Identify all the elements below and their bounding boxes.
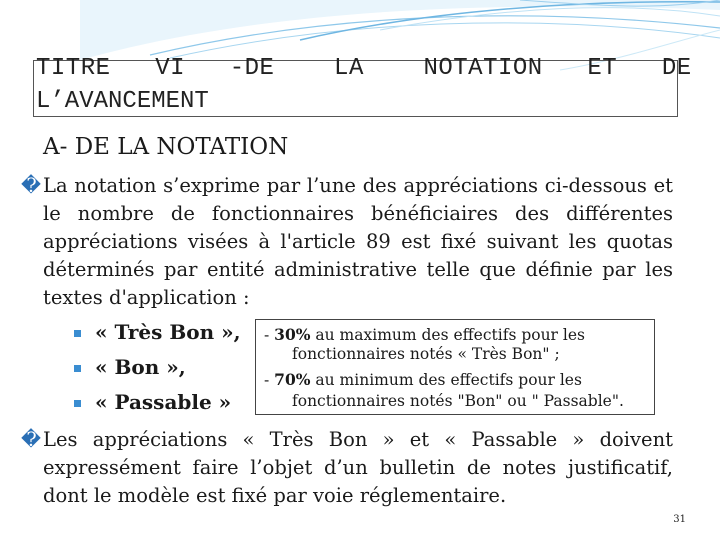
slide-title-line-2: L’AVANCEMENT [36,88,209,115]
quota-line-2: fonctionnaires notés « Très Bon" ; [292,345,560,363]
square-bullet-icon [74,400,81,407]
list-item [74,390,231,414]
slide-title-line-1: TITRE VI -DE LA NOTATION ET DE [36,55,692,82]
bullet-glyph: � [21,174,41,197]
section-heading: A- DE LA NOTATION [43,134,289,160]
square-bullet-icon [74,365,81,372]
list-item-label: « Très Bon », [95,320,241,344]
quota-line-1: - 30% au maximum des effectifs pour les [264,325,585,344]
paragraph-bulletin-text: Les appréciations « Très Bon » et « Passable » doivent expressément faire l’objet d’un bulletin de notes justificatif, dont le modèle est fixé par voie réglementaire. [43,428,673,507]
bullet-glyph: � [21,428,41,451]
quota-line-3: - 70% au minimum des effectifs pour les [264,370,582,389]
quota-percent-min: 70% [274,370,311,389]
page-number: 31 [673,514,686,525]
paragraph-bulletin [21,426,673,510]
list-item [74,320,241,344]
list-item [74,355,186,379]
quota-percent-max: 30% [274,325,311,344]
paragraph-notation-text: La notation s’exprime par l’une des appréciations ci-dessous et le nombre de fonctionnaires bénéficiaires des différentes appréciations visées à l'article 89 est fixé suivant les quotas déterminés par entité administrative telle que définie par les textes d'application : [43,174,673,309]
list-item-label: « Passable » [95,390,232,414]
quota-box [255,319,655,415]
square-bullet-icon [74,330,81,337]
paragraph-notation [21,172,673,312]
list-item-label: « Bon », [95,355,186,379]
quota-line-4: fonctionnaires notés "Bon" ou " Passable". [292,392,624,410]
